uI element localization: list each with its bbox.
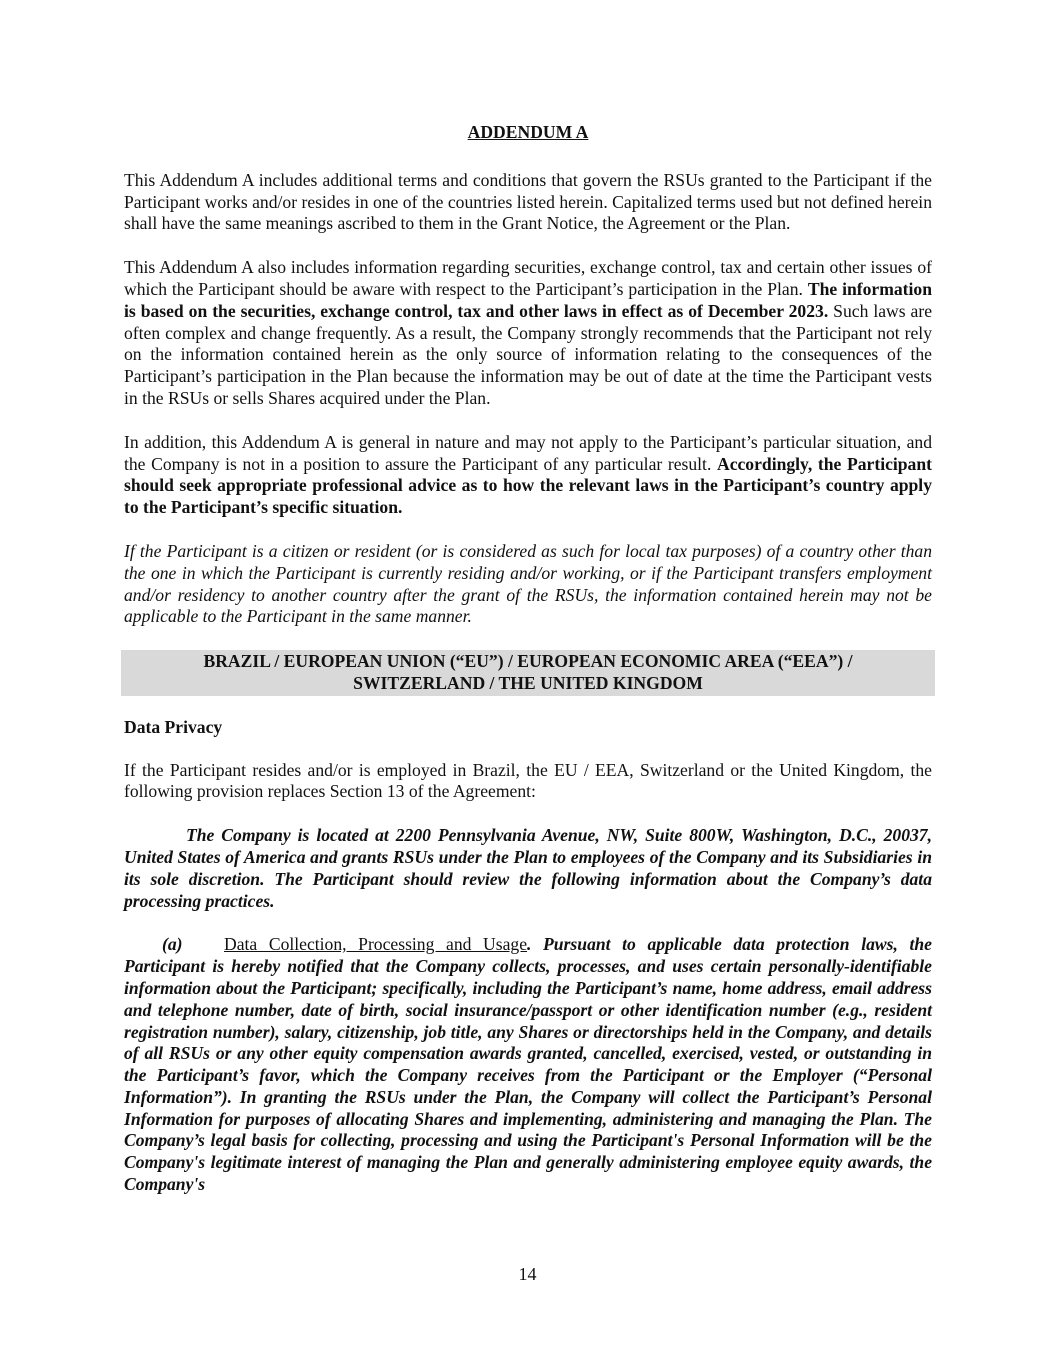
banner-line-1: BRAZIL / EUROPEAN UNION (“EU”) / EUROPEAN ECONOMIC AREA (“EEA”) / (203, 651, 853, 672)
section-title: Data Privacy (124, 716, 223, 737)
item-a-text: . Pursuant to applicable data protection laws, the Participant is hereby notified that the Company collects, processes, and uses certain personally-identifiable information about the Participant; specifically, including the Participant’s name, home address, email address and telephone number, date of birth, social insurance/passport or other identification number (e.g., resident registration number), salary, citizenship, job title, any Shares or directorships held in the Company, and details of all RSUs or any other equity compensation awards granted, cancelled, exercised, vested, or outstanding in the Participant’s favor, which the Company receives from the Participant or the Employer (“Personal Information”). In granting the RSUs under the Plan, the Company will collect the Participant’s Personal Information for purposes of allocating Shares and implementing, administering and managing the Plan. The Company’s legal basis for collecting, processing and using the Participant's Personal Information will be the Company's legitimate interest of managing the Plan and generally administering employee equity awards, the Company's (124, 934, 932, 1195)
banner-line-2: SWITZERLAND / THE UNITED KINGDOM (353, 672, 703, 693)
document-page (124, 122, 932, 1196)
item-a-title: Data Collection, Processing and Usage (224, 934, 528, 955)
item-a-label: (a) (162, 934, 183, 955)
intro-paragraph-3-text: In addition, this Addendum A is general in nature and may not apply to the Participant’s particular situation, and the Company is not in a position to assure the Participant of any particular result. (124, 431, 932, 474)
section-lead-paragraph: If the Participant resides and/or is employed in Brazil, the EU / EEA, Switzerland or the United Kingdom, the following provision replaces Section 13 of the Agreement: (124, 759, 932, 802)
replacement-intro-paragraph: The Company is located at 2200 Pennsylvania Avenue, NW, Suite 800W, Washington, D.C., 20037, United States of America and grants RSUs under the Plan to employees of the Company and its Subsidiaries in its sole discretion. The Participant should review the following information about the Company’s data processing practices. (124, 825, 932, 911)
page-number: 14 (518, 1264, 537, 1284)
intro-paragraph-2 (124, 257, 932, 410)
intro-paragraph-2-text-b: Such laws are often complex and change frequently. As a result, the Company strongly recommends that the Participant not rely on the information contained herein as the only source of information relating to the consequences of the Participant’s participation in the Plan because the information may be out of date at the time the Participant vests in the RSUs or sells Shares acquired under the Plan. (124, 300, 933, 408)
intro-paragraph-2-bold: The information is based on the securities, exchange control, tax and other laws in effect as of December 2023. (124, 278, 932, 321)
intro-paragraph-4: If the Participant is a citizen or resident (or is considered as such for local tax purposes) of a country other than the one in which the Participant is currently residing and/or working, or if the Participant transfers employment and/or residency to another country after the grant of the RSUs, the information contained herein may not be applicable to the Participant in the same manner. (124, 540, 932, 627)
intro-paragraph-1: This Addendum A includes additional terms and conditions that govern the RSUs granted to the Participant if the Participant works and/or resides in one of the countries listed herein. Capitalized terms used but not defined herein shall have the same meanings ascribed to them in the Grant Notice, the Agreement or the Plan. (124, 169, 932, 234)
intro-paragraph-3-bold: Accordingly, the Participant should seek appropriate professional advice as to how the relevant laws in the Participant’s country apply to the Participant’s specific situation. (124, 453, 933, 518)
intro-paragraph-2-text-a: This Addendum A also includes information regarding securities, exchange control, tax and certain other issues of which the Participant should be aware with respect to the Participant’s participation in the Plan. (124, 257, 932, 299)
country-section-banner (121, 650, 935, 696)
item-a-paragraph (124, 934, 932, 1196)
intro-paragraph-3 (124, 432, 932, 519)
page-title: ADDENDUM A (467, 122, 589, 142)
